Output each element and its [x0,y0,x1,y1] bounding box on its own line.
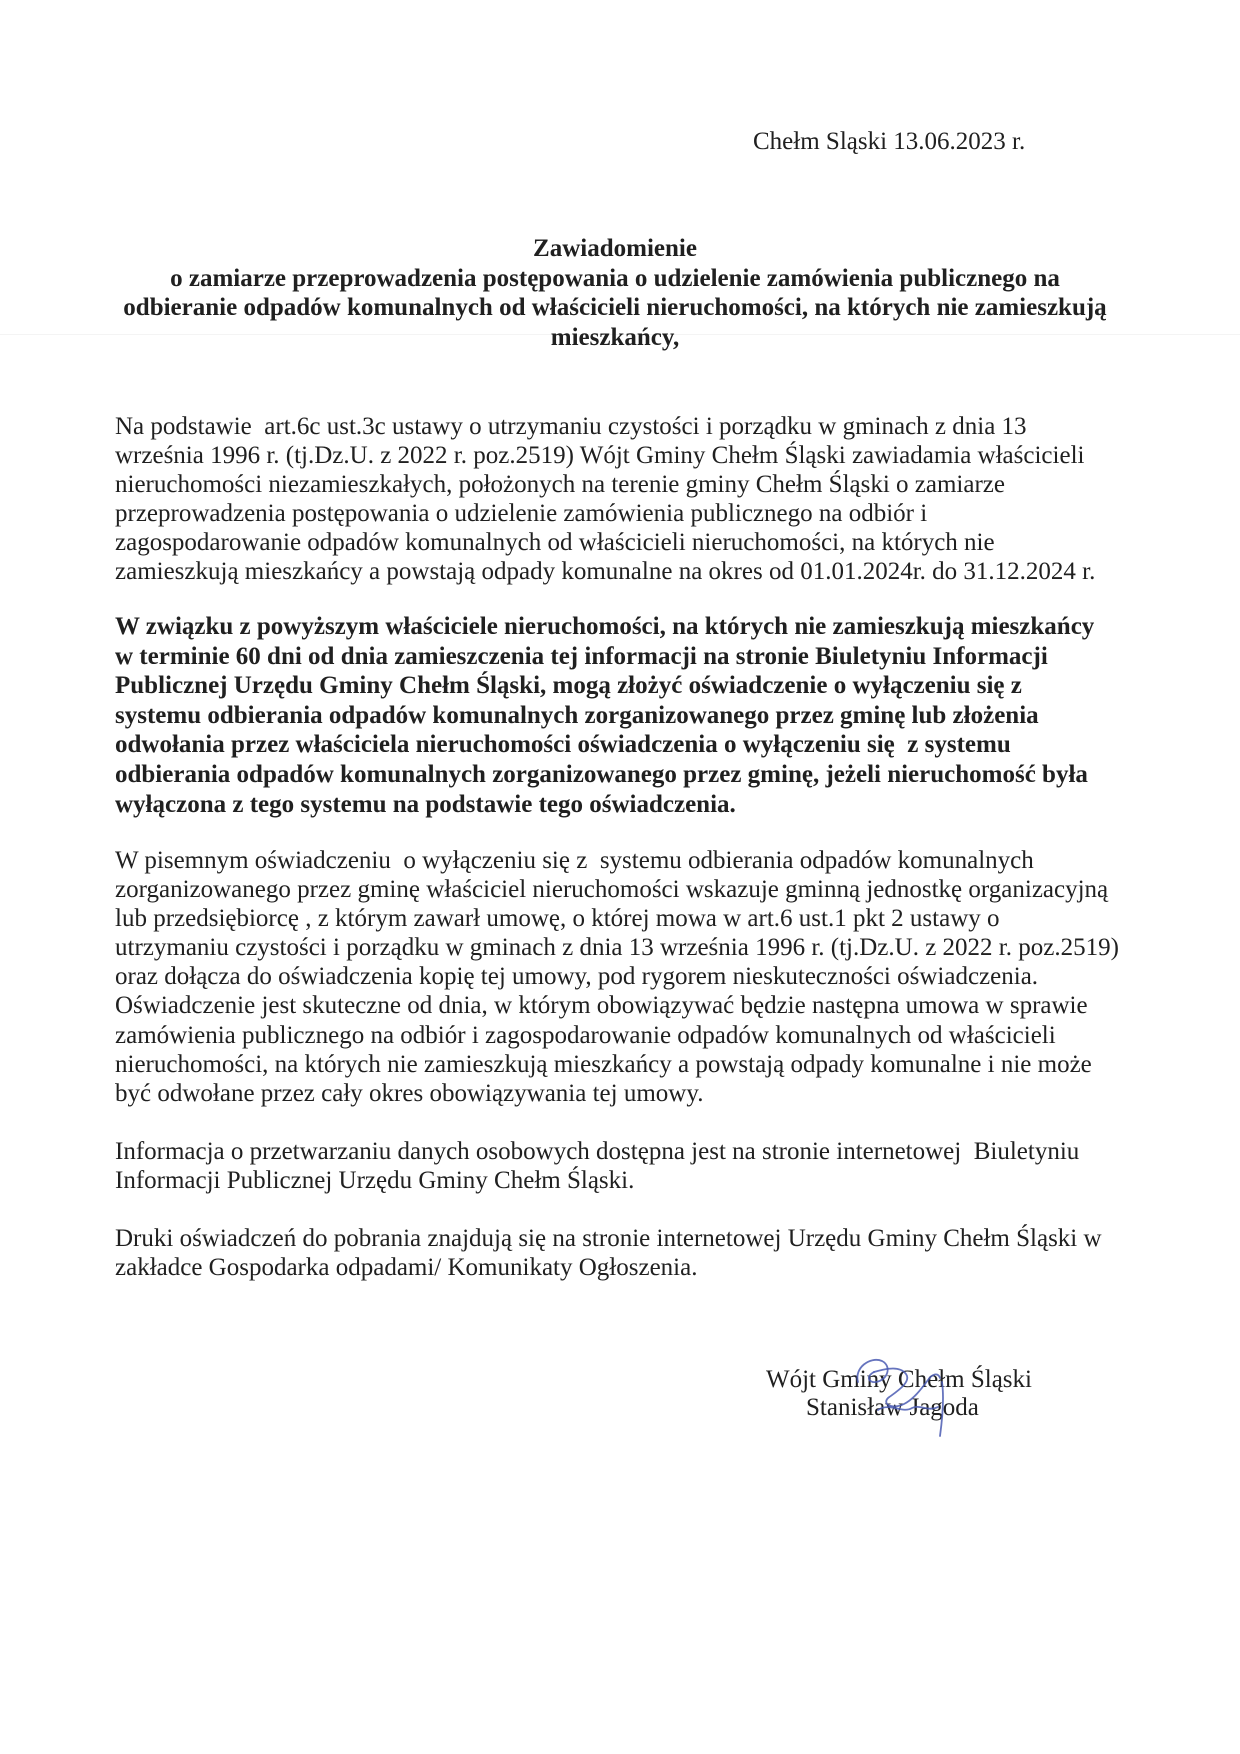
paragraph-line: Informacja o przetwarzaniu danych osobowych dostępna jest na stronie internetowej Biuletyniu [115,1138,1080,1165]
paragraph-line: wyłączona z tego systemu na podstawie tego oświadczenia. [115,790,736,818]
paragraph-line: odwołania przez właściciela nieruchomości oświadczenia o wyłączeniu się z systemu [115,731,1011,759]
paragraph-line: W związku z powyższym właściciele nieruchomości, na których nie zamieszkują mieszkańcy [115,613,1095,640]
handwritten-signature [848,1352,950,1440]
paragraph-line: Oświadczenie jest skuteczne od dnia, w którym obowiązywać będzie następna umowa w sprawie [115,992,1088,1020]
date-line: Chełm Sląski 13.06.2023 r. [753,128,1026,155]
signature-name: Stanisław Jagoda [806,1394,979,1422]
paragraph-line: oraz dołącza do oświadczenia kopię tej umowy, pod rygorem nieskuteczności oświadczenia. [115,963,1039,991]
signature-stroke [874,1369,940,1407]
paragraph-line: systemu odbierania odpadów komunalnych zorganizowanego przez gminę lub złożenia [115,701,1039,729]
paragraph-line: zakładce Gospodarka odpadami/ Komunikaty Ogłoszenia. [115,1254,698,1282]
paragraph-line: W pisemnym oświadczeniu o wyłączeniu się z systemu odbierania odpadów komunalnych [115,847,1034,874]
paragraph-line: zagospodarowanie odpadów komunalnych od właścicieli nieruchomości, na których nie [115,528,995,556]
paragraph-line: Publicznej Urzędu Gminy Chełm Śląski, mogą złożyć oświadczenie o wyłączeniu się z [115,672,1022,700]
paragraph-legal-basis [115,413,1155,586]
notice-subtitle-line: mieszkańcy, [550,323,680,351]
paragraph-line: w terminie 60 dni od dnia zamieszczenia tej informacji na stronie Biuletyniu Informacji [115,642,1048,670]
paragraph-written-declaration [115,846,1155,1108]
paragraph-line: być odwołane przez cały okres obowiązywania tej umowy. [115,1079,704,1107]
paragraph-line: nieruchomości, na których nie zamieszkują mieszkańcy a powstają odpady komunalne i nie może [115,1050,1092,1078]
paragraph-line: Informacji Publicznej Urzędu Gminy Chełm Śląski. [115,1166,635,1194]
signature-stroke [878,1407,938,1410]
paragraph-line: zamówienia publicznego na odbiór i zagospodarowanie odpadów komunalnych od właścicieli [115,1021,1056,1049]
notice-subtitle-line: odbieranie odpadów komunalnych od właścicieli nieruchomości, na których nie zamieszkują [123,294,1107,321]
paragraph-line: przeprowadzenia postępowania o udzielenie zamówienia publicznego na odbiór i [115,499,928,527]
paragraph-line: zorganizowanego przez gminę właściciel nieruchomości wskazuje gminną jednostkę organizacyjną [115,876,1109,904]
paragraph-line: odbierania odpadów komunalnych zorganizowanego przez gminę, jeżeli nieruchomość była [115,760,1088,788]
paragraph-line: Druki oświadczeń do pobrania znajdują się na stronie internetowej Urzędu Gminy Chełm Śląski w [115,1225,1102,1252]
paragraph-line: nieruchomości niezamieszkałych, położonych na terenie gminy Chełm Śląski o zamiarze [115,470,1005,498]
notice-heading [100,234,1130,352]
paragraph-line: września 1996 r. (tj.Dz.U. z 2022 r. poz.2519) Wójt Gminy Chełm Śląski zawiadamia właścicieli [115,441,1085,469]
paragraph-opt-out-notice [115,612,1155,819]
paragraph-line: Na podstawie art.6c ust.3c ustawy o utrzymaniu czystości i porządku w gminach z dnia 13 [115,413,1027,440]
notice-title: Zawiadomienie [533,235,697,262]
signature-stroke [857,1360,887,1382]
signature-stroke [940,1382,943,1436]
paragraph-line: utrzymaniu czystości i porządku w gminach z dnia 13 września 1996 r. (tj.Dz.U. z 2022 r. poz.2519) [115,934,1119,962]
paragraph-line: lub przedsiębiorcę , z którym zawarł umowę, o której mowa w art.6 ust.1 pkt 2 ustawy o [115,905,1000,933]
signature-title: Wójt Gminy Chełm Śląski [766,1366,1032,1393]
paragraph-line: zamieszkują mieszkańcy a powstają odpady komunalne na okres od 01.01.2024r. do 31.12.2024 r. [115,557,1096,585]
paragraph-forms-download [115,1224,1155,1283]
notice-subtitle-line: o zamiarze przeprowadzenia postępowania o udzielenie zamówienia publicznego na [170,264,1060,292]
paragraph-data-privacy-info [115,1138,1155,1195]
